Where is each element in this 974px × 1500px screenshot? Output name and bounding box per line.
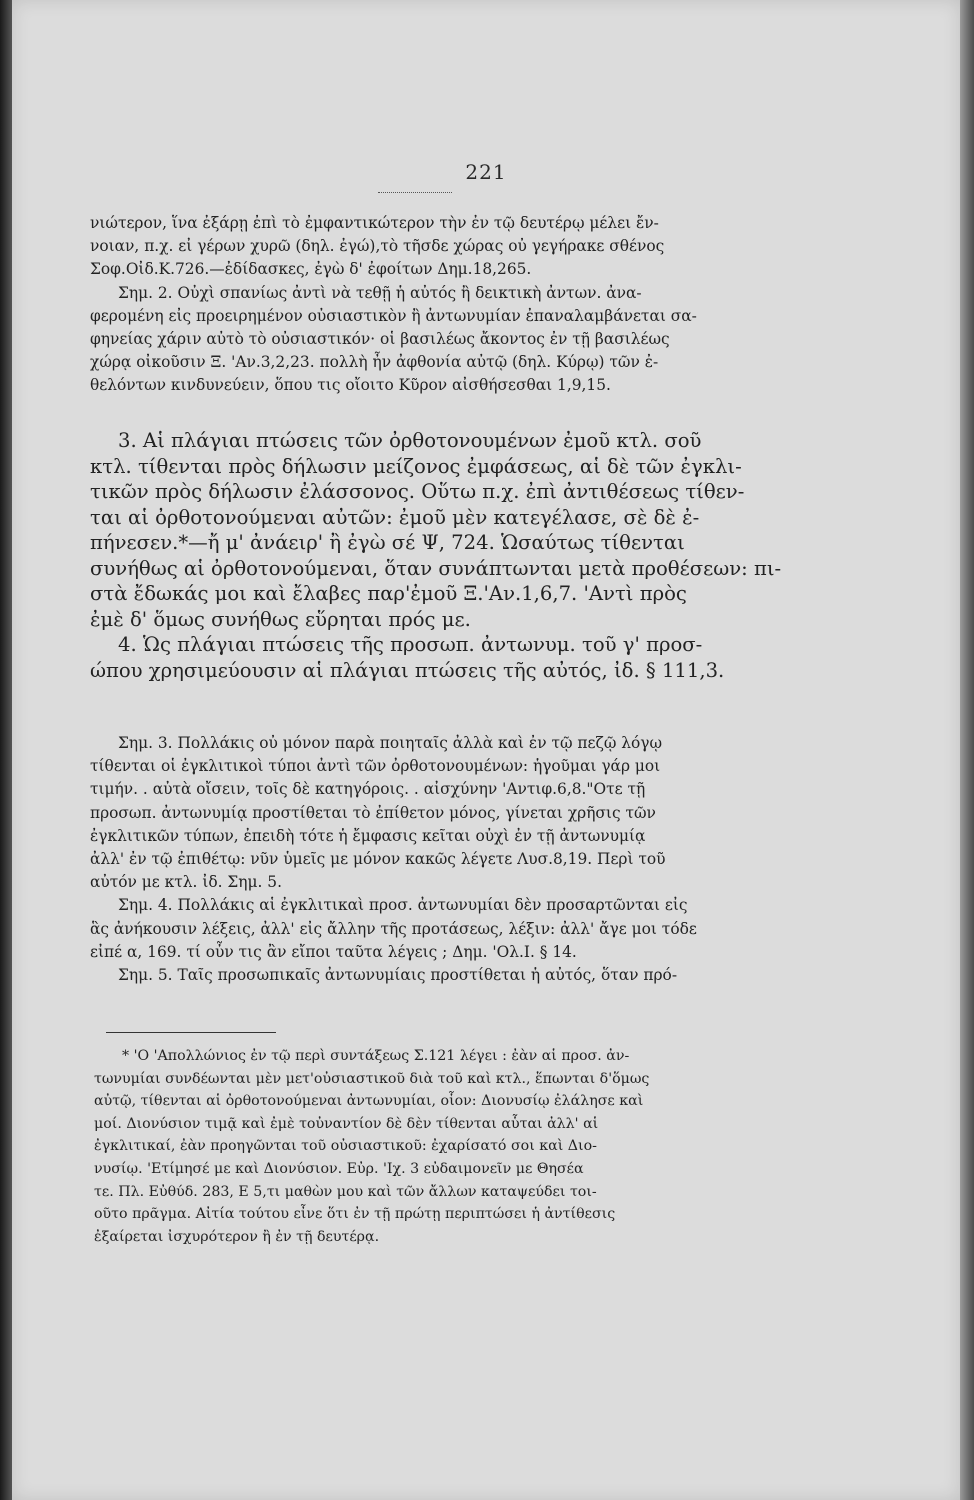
text-line: στὰ ἔδωκάς μοι καὶ ἔλαβες παρ'ἐμοῦ Ξ.'Αν.1,6,7. 'Αντὶ πρὸς [90,582,687,605]
footnote-line: * 'Ο 'Απολλώνιος ἐν τῷ περὶ συντάξεως Σ.121 λέγει : ἐὰν αἱ προσ. ἀν- [122,1048,630,1064]
text-line: προσωπ. ἀντωνυμίᾳ προστίθεται τὸ ἐπίθετον μόνος, γίνεται χρῆσις τῶν [90,803,656,822]
text-line: ώπου χρησιμεύουσιν αἱ πλάγιαι πτώσεις τῆς αὐτός, ἰδ. § 111,3. [90,658,725,682]
text-line: ἃς ἀνήκουσιν λέξεις, ἀλλ' εἰς ἄλλην τῆς προτάσεως, λέξιν: ἀλλ' ἄγε μοι τόδε [90,919,697,938]
text-line: Σημ. 3. Πολλάκις οὐ μόνον παρὰ ποιηταῖς ἀλλὰ καὶ ἐν τῷ πεζῷ λόγῳ [118,734,663,752]
text-line: τιμήν. . αὐτὰ οἴσειν, τοῖς δὲ κατηγόροις. . αἰσχύνην 'Αντιφ.6,8."Οτε τῇ [90,780,646,799]
footnote-line: νυσίῳ. 'Ετίμησέ με καὶ Διονύσιον. Εὐρ. 'Ιχ. 3 εὐδαιμονεῖν με Θησέα [94,1160,584,1177]
text-line: τικῶν πρὸς δήλωσιν ἐλάσσονος. Οὕτω π.χ. ἐπὶ ἀντιθέσεως τίθεν- [90,480,745,503]
text-line: Σημ. 5. Ταῖς προσωπικαῖς ἀντωνυμίαις προστίθεται ἡ αὐτός, ὅταν πρό- [118,966,678,985]
text-line: φερομένη εἰς προειρημένον οὐσιαστικὸν ἢ ἀντωνυμίαν ἐπαναλαμβάνεται σα- [90,306,697,325]
text-line: πήνεσεν.*—ἤ μ' ἀνάειρ' ἢ ἐγὼ σέ Ψ, 724. Ὡσαύτως τίθενται [90,531,685,554]
text-line: 3. Αἱ πλάγιαι πτώσεις τῶν ὀρθοτονουμένων ἐμοῦ κτλ. σοῦ [118,429,702,452]
paragraph-block-1 [90,212,720,398]
footnote-line: αὐτῷ, τίθενται αἱ ὀρθοτονούμεναι ἀντωνυμίαι, οἷον: Διονυσίῳ ἐλάλησε καὶ [94,1093,644,1110]
text-line: νιώτερον, ἵνα ἐξάρῃ ἐπὶ τὸ ἐμφαντικώτερον τὴν ἐν τῷ δευτέρῳ μέλει ἔν- [90,214,659,232]
header-rule [378,192,452,193]
footnote-line: τε. Πλ. Εὐθύδ. 283, Ε 5,τι μαθὼν μου καὶ τῶν ἄλλων καταψεύδει τοι- [94,1183,597,1200]
paragraph-block-2 [90,428,782,683]
footnote-line: ἐξαίρεται ἰσχυρότερον ἢ ἐν τῇ δευτέρᾳ. [94,1228,380,1245]
footnote-line: τωνυμίαι συνδέωνται μὲν μετ'οὐσιαστικοῦ διὰ τοῦ καὶ κτλ., ἕπωνται δ'ὅμως [94,1070,650,1087]
text-line: νοιαν, π.χ. εἰ γέρων χυρῶ (δηλ. ἐγώ),τὸ τῆσδε χώρας οὐ γεγήρακε σθένος [90,237,665,256]
text-line: συνήθως αἱ ὀρθοτονούμεναι, ὅταν συνάπτωνται μετὰ προθέσεων: πι- [90,556,782,580]
text-line: Σοφ.Οἰδ.Κ.726.—ἐδίδασκες, ἐγὼ δ' ἐφοίτων Δημ.18,265. [90,260,532,279]
text-line: θελόντων κινδυνεύειν, ὅπου τις οἴοιτο Κῦρον αἰσθήσεσθαι 1,9,15. [90,376,611,395]
text-line: Σημ. 2. Οὐχὶ σπανίως ἀντὶ νὰ τεθῇ ἡ αὐτός ἢ δεικτικὴ ἀντων. ἀνα- [118,283,642,302]
text-line: κτλ. τίθενται πρὸς δήλωσιν μείζονος ἐμφάσεως, αἱ δὲ τῶν ἐγκλι- [90,454,742,478]
text-line: χώρᾳ οἰκοῦσιν Ξ. 'Αν.3,2,23. πολλὴ ἦν ἀφθονία αὐτῷ (δηλ. Κύρῳ) τῶν ἐ- [90,353,659,372]
text-line: Σημ. 4. Πολλάκις αἱ ἐγκλιτικαὶ προσ. ἀντωνυμίαι δὲν προσαρτῶνται εἰς [118,896,688,915]
paragraph-block-3 [90,732,720,987]
footnote-line: οῦτο πρᾶγμα. Αἰτία τούτου εἶνε ὅτι ἐν τῇ πρώτῃ περιπτώσει ἡ ἀντίθεσις [94,1206,616,1223]
text-line: ἐμὲ δ' ὅμως συνήθως εὕρηται πρός με. [90,607,471,631]
scan-edge-right [960,0,974,1500]
footnote-block [94,1045,724,1248]
text-line: ται αἱ ὀρθοτονούμεναι αὐτῶν: ἐμοῦ μὲν κατεγέλασε, σὲ δὲ ἐ- [90,505,700,529]
text-line: φηνείας χάριν αὐτὸ τὸ οὐσιαστικόν· οἱ βασιλέως ἄκοντος ἐν τῇ βασιλέως [90,330,670,349]
text-line: 4. Ὡς πλάγιαι πτώσεις τῆς προσωπ. ἀντωνυμ. τοῦ γ' προσ- [118,633,703,656]
text-line: εἰπέ α, 169. τί οὖν τις ἂν εἴποι ταῦτα λέγεις ; Δημ. 'Ολ.Ι. § 14. [90,942,577,961]
footnote-rule [106,1032,276,1033]
book-page [12,0,960,1500]
scan-edge-left [0,0,12,1500]
footnote-line: μοί. Διονύσιον τιμᾷ καὶ ἐμὲ τοὐναντίον δὲ δὲν τίθενται αὗται ἀλλ' αἱ [94,1115,599,1132]
text-line: ἀλλ' ἐν τῷ ἐπιθέτῳ: νῦν ὑμεῖς με μόνον κακῶς λέγετε Λυσ.8,19. Περὶ τοῦ [90,850,666,869]
text-line: ἐγκλιτικῶν τύπων, ἐπειδὴ τότε ἡ ἔμφασις κεῖται οὐχὶ ἐν τῇ ἀντωνυμίᾳ [90,826,646,845]
text-line: τίθενται οἱ ἐγκλιτικοὶ τύποι ἀντὶ τῶν ὀρθοτονουμένων: ἡγοῦμαι γάρ μοι [90,757,661,776]
footnote-line: ἐγκλιτικαί, ἐὰν προηγῶνται τοῦ οὐσιαστικοῦ: ἐχαρίσατό σοι καὶ Διο- [94,1138,597,1155]
text-line: αὐτόν με κτλ. ἰδ. Σημ. 5. [90,873,282,892]
page-number: 221 [465,160,507,184]
